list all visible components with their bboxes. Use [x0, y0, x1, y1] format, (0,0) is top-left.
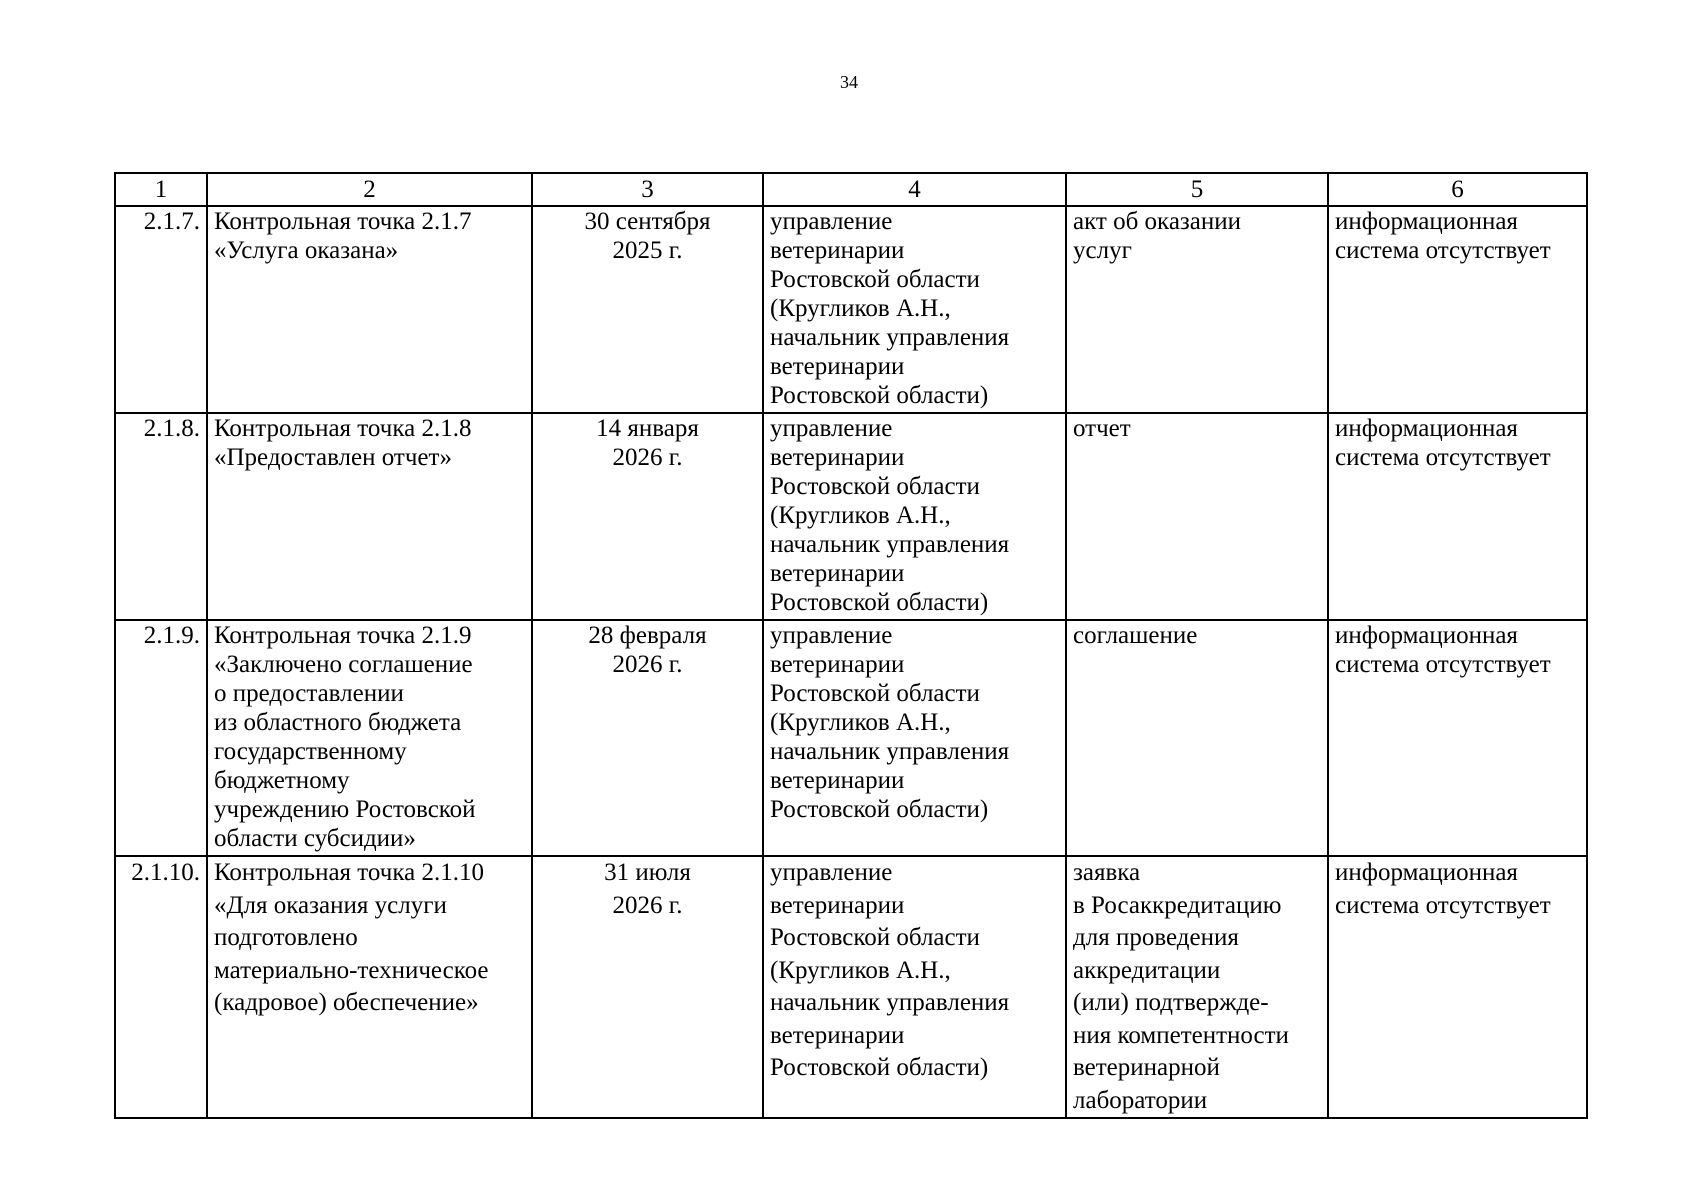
table-row — [115, 620, 1587, 856]
control-point-name: Контрольная точка 2.1.8 «Предоставлен отчет» — [207, 413, 532, 620]
row-number: 2.1.8. — [115, 413, 207, 620]
confirming-document: соглашение — [1066, 620, 1328, 856]
table-row — [115, 206, 1587, 413]
column-header: 6 — [1328, 173, 1587, 206]
deadline-date: 28 февраля 2026 г. — [532, 620, 763, 856]
column-header: 4 — [763, 173, 1066, 206]
row-number: 2.1.10. — [115, 856, 207, 1118]
information-system: информационная система отсутствует — [1328, 413, 1587, 620]
confirming-document: акт об оказании услуг — [1066, 206, 1328, 413]
responsible-executor: управление ветеринарии Ростовской области (Кругликов А.Н., начальник управления ветеринарии Ростовской области) — [763, 413, 1066, 620]
table-header-row — [115, 173, 1587, 206]
table-row — [115, 856, 1587, 1118]
deadline-date: 31 июля 2026 г. — [532, 856, 763, 1118]
responsible-executor: управление ветеринарии Ростовской области (Кругликов А.Н., начальник управления ветеринарии Ростовской области) — [763, 856, 1066, 1118]
control-point-name: Контрольная точка 2.1.10 «Для оказания услуги подготовлено материально-техническое (кадровое) обеспечение» — [207, 856, 532, 1118]
column-header: 2 — [207, 173, 532, 206]
column-header: 1 — [115, 173, 207, 206]
row-number: 2.1.9. — [115, 620, 207, 856]
confirming-document: заявка в Росаккредитацию для проведения аккредитации (или) подтвержде- ния компетентности ветеринарной лаборатории — [1066, 856, 1328, 1118]
column-header: 3 — [532, 173, 763, 206]
control-point-name: Контрольная точка 2.1.7 «Услуга оказана» — [207, 206, 532, 413]
row-number: 2.1.7. — [115, 206, 207, 413]
table-row — [115, 413, 1587, 620]
control-point-name: Контрольная точка 2.1.9 «Заключено соглашение о предоставлении из областного бюджета государственному бюджетному учреждению Ростовской области субсидии» — [207, 620, 532, 856]
information-system: информационная система отсутствует — [1328, 620, 1587, 856]
information-system: информационная система отсутствует — [1328, 206, 1587, 413]
responsible-executor: управление ветеринарии Ростовской области (Кругликов А.Н., начальник управления ветеринарии Ростовской области) — [763, 620, 1066, 856]
deadline-date: 14 января 2026 г. — [532, 413, 763, 620]
control-points-table — [114, 172, 1588, 1119]
responsible-executor: управление ветеринарии Ростовской области (Кругликов А.Н., начальник управления ветеринарии Ростовской области) — [763, 206, 1066, 413]
deadline-date: 30 сентября 2025 г. — [532, 206, 763, 413]
information-system: информационная система отсутствует — [1328, 856, 1587, 1118]
column-header: 5 — [1066, 173, 1328, 206]
confirming-document: отчет — [1066, 413, 1328, 620]
page-number: 34 — [840, 72, 858, 92]
